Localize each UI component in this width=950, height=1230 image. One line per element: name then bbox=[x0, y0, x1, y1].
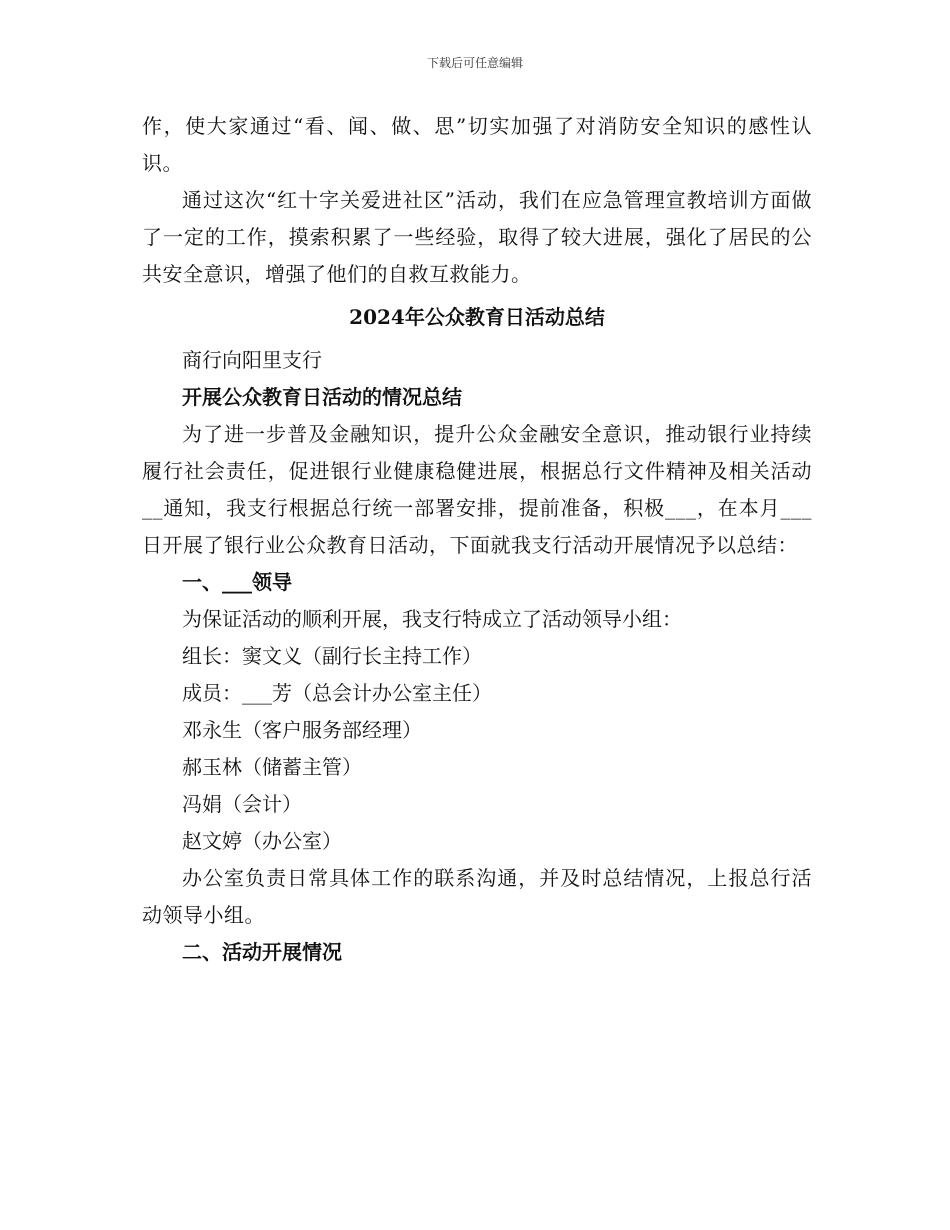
branch-name: 商行向阳里支行 bbox=[182, 348, 322, 372]
leader-entry: 组长：窦文义（副行长主持工作） bbox=[182, 644, 482, 668]
section-heading-leadership: 一、___领导 bbox=[182, 570, 292, 594]
section-heading: 开展公众教育日活动的情况总结 bbox=[182, 385, 462, 409]
document-body bbox=[142, 108, 812, 971]
paragraph-continuation: 作，使大家通过“看、闻、做、思”切实加强了对消防安全知识的感性认识。 bbox=[142, 114, 812, 175]
member-entry: 邓永生（客户服务部经理） bbox=[182, 718, 422, 742]
paragraph-leadership: 为保证活动的顺利开展，我支行特成立了活动领导小组： bbox=[182, 607, 682, 631]
member-entry: 赵文婷（办公室） bbox=[182, 829, 342, 853]
paragraph-intro: 为了进一步普及金融知识，提升公众金融安全意识，推动银行业持续履行社会责任，促进银行业健康稳健进展，根据总行文件精神及相关活动__通知，我支行根据总行统一部署安排，提前准备，积极___，在本月___日开展了银行业公众教育日活动，下面就我支行活动开展情况予以总结： bbox=[142, 422, 812, 557]
member-entry: 冯娟（会计） bbox=[182, 792, 302, 816]
paragraph-summary: 通过这次“红十字关爱进社区”活动，我们在应急管理宣教培训方面做了一定的工作，摸索积累了一些经验，取得了较大进展，强化了居民的公共安全意识，增强了他们的自救互救能力。 bbox=[142, 188, 812, 286]
document-title: 2024年公众教育日活动总结 bbox=[349, 305, 605, 329]
member-entry: 成员：___芳（总会计办公室主任） bbox=[182, 681, 492, 705]
paragraph-office-duty: 办公室负责日常具体工作的联系沟通，并及时总结情况，上报总行活动领导小组。 bbox=[142, 866, 812, 927]
member-entry: 郝玉林（储蓄主管） bbox=[182, 755, 362, 779]
page-header: 下载后可任意编辑 bbox=[426, 56, 523, 70]
section-heading-activities: 二、活动开展情况 bbox=[182, 940, 342, 964]
